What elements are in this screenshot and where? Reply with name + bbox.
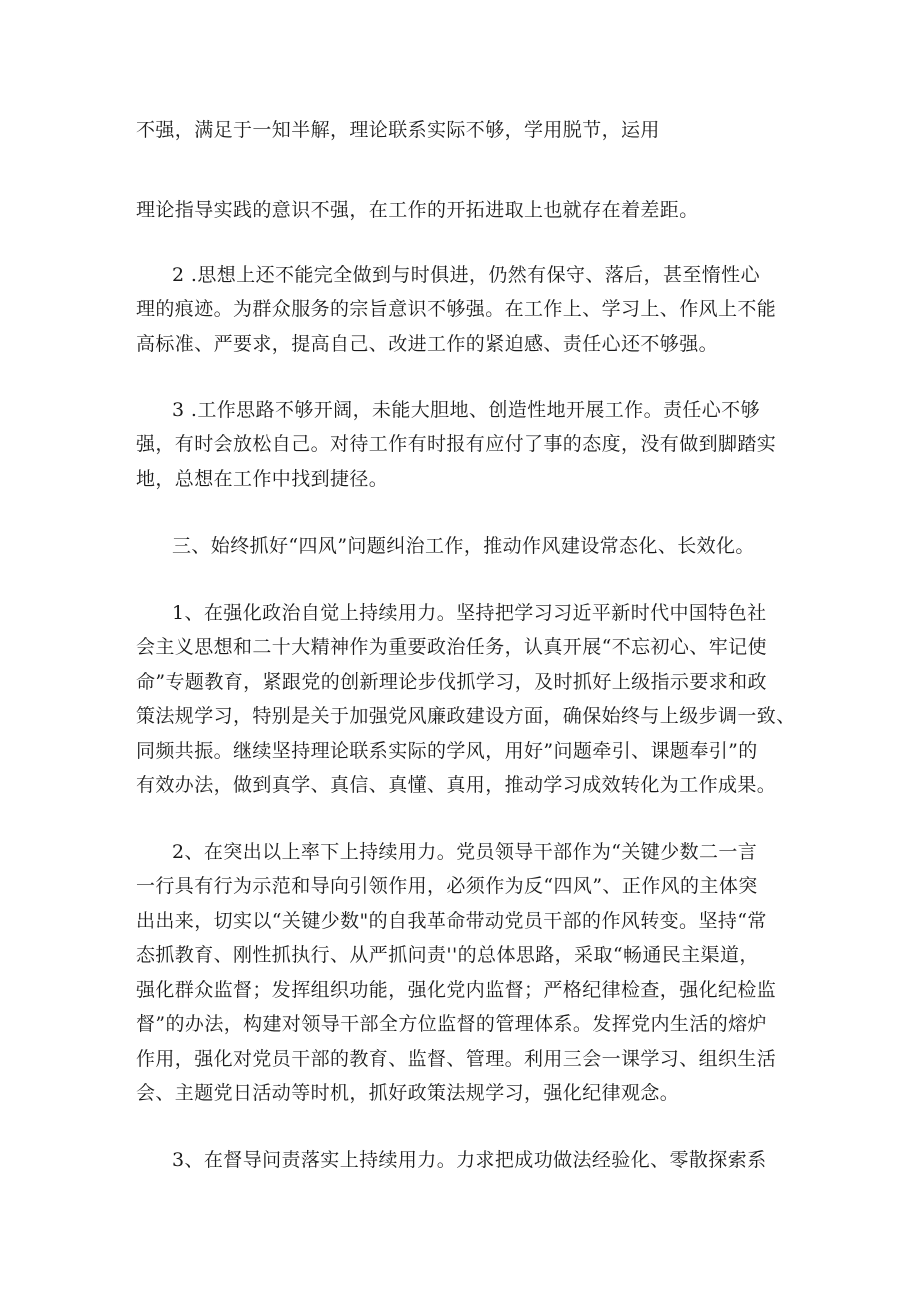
text-line: 强，有时会放松自己。对待工作有时报有应付了事的态度，没有做到脚踏实 (136, 433, 777, 455)
text-line: 策法规学习，特别是关于加强党风廉政建设方面，确保始终与上级步调一致、 (136, 705, 796, 727)
item-1-line: 1、在强化政治自觉上持续用力。坚持把学习习近平新时代中国特色社 (172, 602, 767, 624)
text-line: 会主义思想和二十大精神作为重要政治任务，认真开展“不忘初心、牢记使 (136, 636, 767, 658)
text-line: 出出来，切实以“关键少数"的自我革命带动党员干部的作风转变。坚持“常 (136, 910, 767, 932)
text-line: 强化群众监督；发挥组织功能，强化党内监督；严格纪律检查，强化纪检监 (136, 979, 777, 1001)
text-line: 态抓教育、刚性抓执行、从严抓问责''的总体思路，采取“畅通民主渠道， (136, 944, 759, 966)
text-line: 作用，强化对党员干部的教育、监督、管理。利用三会一课学习、组织生活 (136, 1048, 777, 1070)
item-3-line: 3、在督导问责落实上持续用力。力求把成功做法经验化、零散探索系 (172, 1149, 767, 1171)
text-line: 会、主题党日活动等时机，抓好政策法规学习，强化纪律观念。 (136, 1082, 680, 1104)
text-line: 一行具有行为示范和导向引领作用，必须作为反“四风”、正作风的主体突 (136, 875, 758, 897)
text-line: 命”专题教育，紧跟党的创新理论步伐抓学习，及时抓好上级指示要求和政 (136, 671, 767, 693)
text-line: 有效办法，做到真学、真信、真懂、真用，推动学习成效转化为工作成果。 (136, 774, 777, 796)
text-line: 理的痕迹。为群众服务的宗旨意识不够强。在工作上、学习上、作风上不能 (136, 298, 777, 320)
paragraph-3-line: 3 .工作思路不够开阔，未能大胆地、创造性地开展工作。责任心不够 (172, 399, 760, 421)
paragraph-2-line: 2 .思想上还不能完全做到与时俱进，仍然有保守、落后，甚至惰性心 (172, 264, 760, 286)
text-line: 地，总想在工作中找到捷径。 (136, 468, 389, 490)
section-heading: 三、始终抓好“四风”问题纠治工作，推动作风建设常态化、长效化。 (172, 535, 755, 557)
item-2-line: 2、在突出以上率下上持续用力。党员领导干部作为“关键少数二一言 (172, 841, 758, 863)
text-line: 不强，满足于一知半解，理论联系实际不够，学用脱节，运用 (136, 119, 660, 141)
text-line: 同频共振。继续坚持理论联系实际的学风，用好”问题牵引、课题奉引”的 (136, 740, 758, 762)
text-line: 理论指导实践的意识不强，在工作的开拓进取上也就存在着差距。 (136, 199, 699, 221)
text-line: 高标准、严要求，提高自己、改进工作的紧迫感、责任心还不够强。 (136, 333, 719, 355)
text-line: 督”的办法，构建对领导干部全方位监督的管理体系。发挥党内生活的熔炉 (136, 1013, 767, 1035)
